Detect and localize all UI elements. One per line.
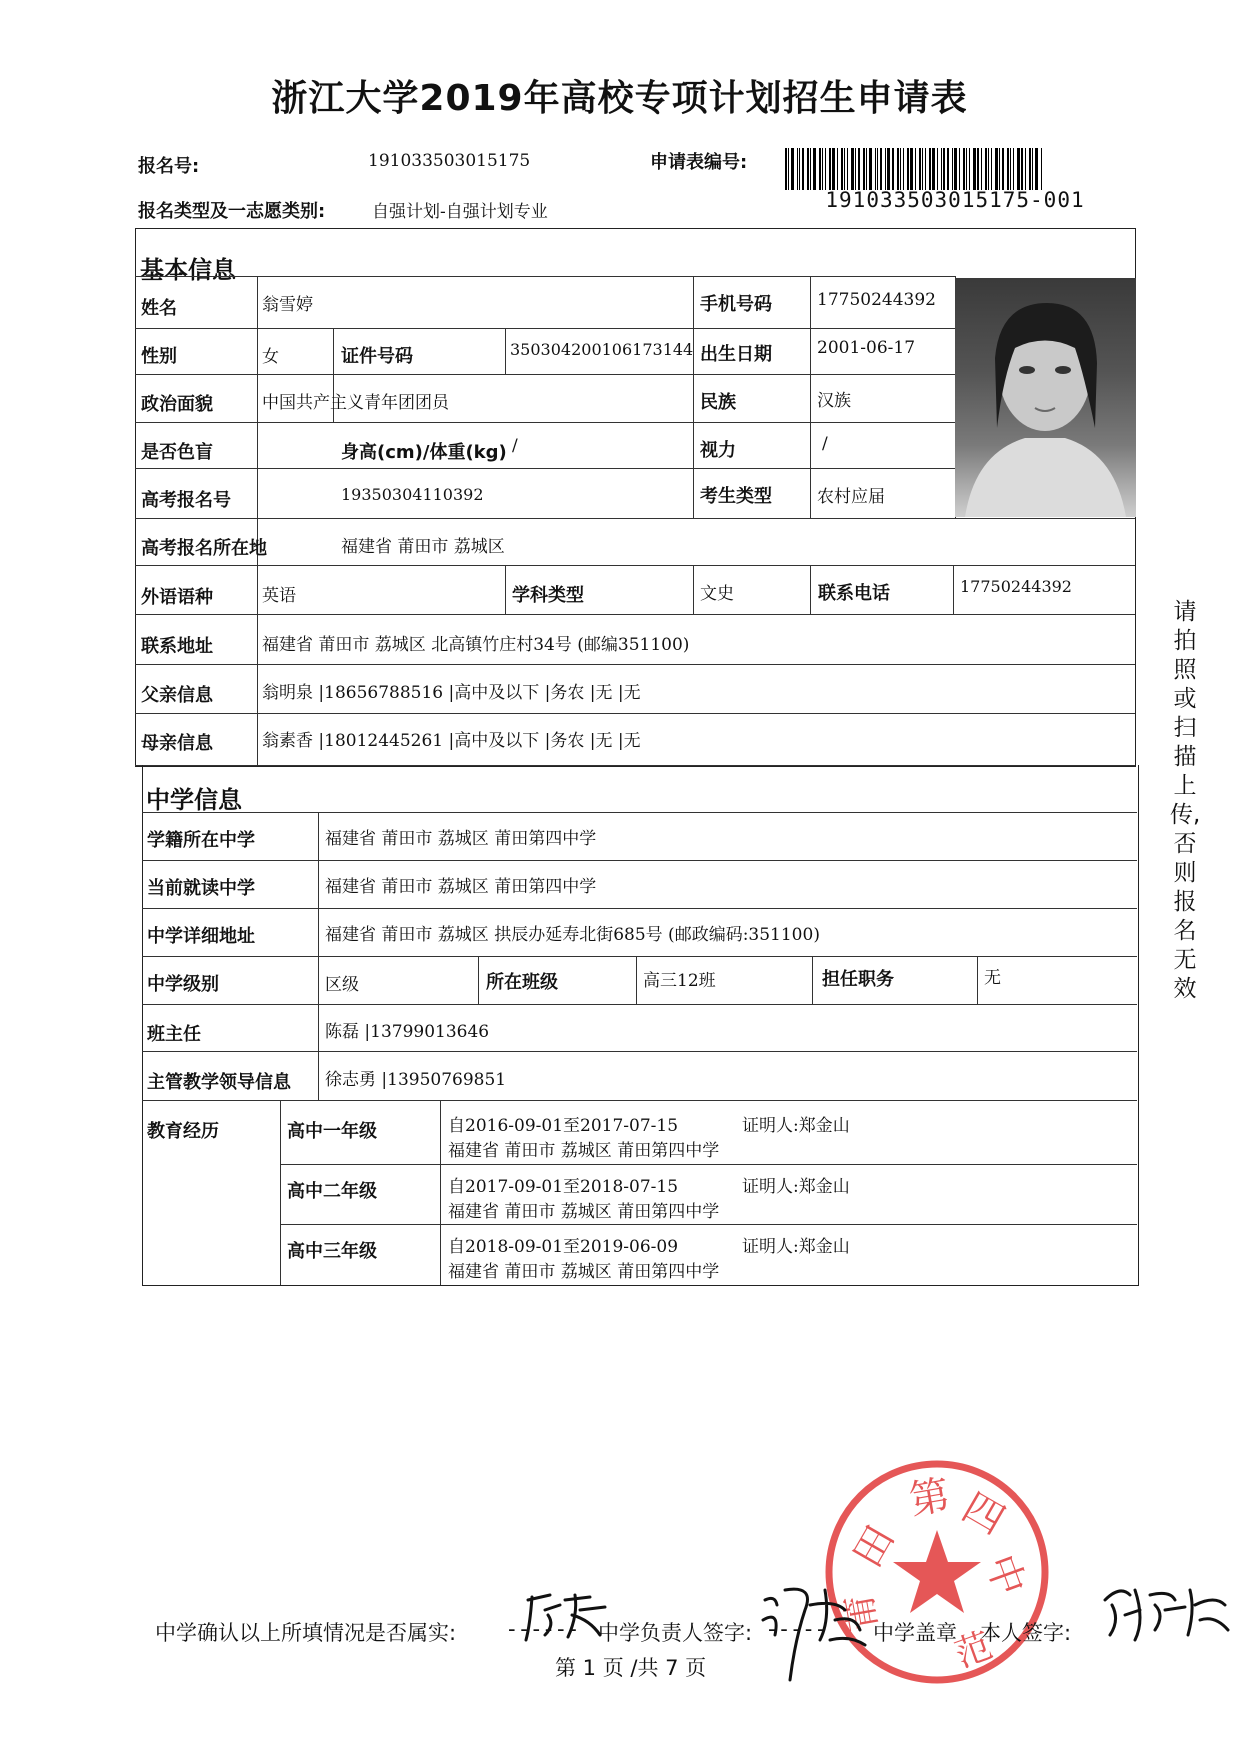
barcode-bar <box>819 148 821 190</box>
subject-value: 文史 <box>700 584 734 604</box>
stamp-label: 中学盖章 <box>873 1621 957 1645</box>
barcode-bar <box>999 148 1000 190</box>
barcode-bar <box>866 148 867 190</box>
barcode-bar <box>963 148 965 190</box>
head-teacher-label: 班主任 <box>147 1024 201 1045</box>
barcode-bar <box>807 148 809 190</box>
id-label: 证件号码 <box>341 346 413 367</box>
barcode-bar <box>797 148 798 190</box>
basic-info-heading: 基本信息 <box>140 256 236 284</box>
barcode-bar <box>903 148 904 190</box>
reg-no-value: 191033503015175 <box>368 151 531 171</box>
barcode-bar <box>880 148 882 190</box>
barcode-bar <box>900 148 901 190</box>
form-no-label: 申请表编号: <box>650 152 748 173</box>
barcode-bar <box>844 148 845 190</box>
gender-label: 性别 <box>141 346 177 367</box>
edu-period-1: 自2016-09-01至2017-07-15 <box>448 1116 679 1136</box>
barcode-bar <box>937 148 938 190</box>
colorblind-label: 是否色盲 <box>141 442 213 463</box>
barcode-bar <box>1025 148 1026 190</box>
barcode-bar <box>943 148 945 190</box>
page-indicator: 第 1 页 /共 7 页 <box>555 1656 707 1680</box>
barcode-bar <box>837 148 838 190</box>
barcode-bar <box>910 148 913 190</box>
barcode-bar <box>919 148 921 190</box>
barcode-bar <box>825 148 826 190</box>
barcode-bar <box>932 148 935 190</box>
confirm-signature <box>520 1585 610 1645</box>
edu-school-2: 福建省 莆田市 荔城区 莆田第四中学 <box>448 1202 720 1222</box>
svg-text:莆: 莆 <box>838 1591 886 1634</box>
class-label: 所在班级 <box>486 972 558 993</box>
barcode-bar <box>952 148 953 190</box>
barcode-bar <box>858 148 860 190</box>
birth-value: 2001-06-17 <box>817 338 916 358</box>
student-type-value: 农村应届 <box>817 487 885 507</box>
lang-label: 外语语种 <box>141 587 213 608</box>
barcode-bar <box>887 148 890 190</box>
class-value: 高三12班 <box>643 971 716 991</box>
height-weight-value: / <box>512 436 518 456</box>
applicant-signature <box>1100 1575 1235 1650</box>
barcode-bar <box>1029 148 1031 190</box>
barcode-bar <box>1021 148 1023 190</box>
address-value: 福建省 莆田市 荔城区 北高镇竹庄村34号 (邮编351100) <box>262 635 690 655</box>
phone-value: 17750244392 <box>817 290 936 310</box>
student-type-label: 考生类型 <box>700 486 772 507</box>
edu-witness-2: 证明人:郑金山 <box>742 1177 850 1197</box>
id-value: 350304200106173144 <box>510 340 694 359</box>
barcode-bar <box>863 148 865 190</box>
address-label: 联系地址 <box>141 636 213 657</box>
barcode-bar <box>875 148 876 190</box>
barcode-bar <box>791 148 794 190</box>
political-value: 中国共产主义青年团团员 <box>262 393 449 413</box>
gender-value: 女 <box>262 347 279 367</box>
applicant-photo <box>955 278 1136 517</box>
school-level-value: 区级 <box>325 975 359 995</box>
barcode-bar <box>988 148 989 190</box>
confirm-label: 中学确认以上所填情况是否属实: <box>155 1621 457 1645</box>
barcode <box>785 148 1135 190</box>
self-sign-label: 本人签字: <box>980 1621 1072 1645</box>
barcode-bar <box>929 148 931 190</box>
barcode-bar <box>847 148 848 190</box>
exam-no-label: 高考报名号 <box>141 490 231 511</box>
barcode-bar <box>966 148 967 190</box>
confirm-blank: - - - - - - <box>508 1617 576 1641</box>
duty-value: 无 <box>984 968 1001 988</box>
name-value: 翁雪婷 <box>262 295 313 315</box>
barcode-bar <box>897 148 899 190</box>
height-weight-label: 身高(cm)/体重(kg) <box>341 442 507 463</box>
contact-phone-label: 联系电话 <box>818 583 890 604</box>
svg-text:范: 范 <box>949 1625 998 1676</box>
barcode-bar <box>907 148 909 190</box>
principal-label: 中学负责人签字: <box>598 1621 753 1645</box>
cur-school-label: 当前就读中学 <box>147 878 255 899</box>
barcode-bar <box>959 148 960 190</box>
svg-text:田: 田 <box>844 1517 905 1576</box>
edu-period-2: 自2017-09-01至2018-07-15 <box>448 1177 679 1197</box>
edu-school-1: 福建省 莆田市 荔城区 莆田第四中学 <box>448 1141 720 1161</box>
duty-label: 担任职务 <box>822 969 894 990</box>
barcode-bar <box>1010 148 1011 190</box>
barcode-bar <box>829 148 831 190</box>
edu-grade-3: 高中三年级 <box>287 1241 377 1262</box>
barcode-bar <box>1002 148 1004 190</box>
reg-school-label: 学籍所在中学 <box>147 830 255 851</box>
barcode-bar <box>813 148 816 190</box>
exam-loc-value: 福建省 莆田市 荔城区 <box>341 537 505 557</box>
leader-label: 主管教学领导信息 <box>147 1072 291 1093</box>
barcode-bar <box>869 148 872 190</box>
svg-text:第: 第 <box>906 1472 954 1525</box>
political-label: 政治面貌 <box>141 394 213 415</box>
form-no-value: 191033503015175-001 <box>825 188 1085 212</box>
svg-text:四: 四 <box>954 1484 1013 1545</box>
ethnic-label: 民族 <box>700 392 736 413</box>
school-level-label: 中学级别 <box>147 974 219 995</box>
form-title: 浙江大学2019年高校专项计划招生申请表 <box>271 78 968 119</box>
principal-blank: - - - - - <box>768 1617 824 1641</box>
barcode-bar <box>877 148 878 190</box>
vision-value: / <box>822 434 828 454</box>
vision-label: 视力 <box>700 440 736 461</box>
edu-school-3: 福建省 莆田市 荔城区 莆田第四中学 <box>448 1262 720 1282</box>
barcode-bar <box>969 148 970 190</box>
barcode-bar <box>985 148 987 190</box>
father-value: 翁明泉 |18656788516 |高中及以下 |务农 |无 |无 <box>262 683 641 703</box>
barcode-bar <box>810 148 811 190</box>
barcode-bar <box>973 148 976 190</box>
barcode-bar <box>915 148 916 190</box>
barcode-bar <box>841 148 843 190</box>
barcode-bar <box>1041 148 1042 190</box>
svg-text:中: 中 <box>976 1548 1034 1603</box>
edu-grade-1: 高中一年级 <box>287 1121 377 1142</box>
subject-label: 学科类型 <box>512 585 584 606</box>
barcode-bar <box>822 148 823 190</box>
barcode-bar <box>855 148 856 190</box>
upload-note: 请拍照或扫描上传,否则报名无效 <box>1170 599 1201 1002</box>
birth-label: 出生日期 <box>700 344 772 365</box>
edu-label: 教育经历 <box>147 1121 219 1142</box>
head-teacher-value: 陈磊 |13799013646 <box>325 1022 490 1042</box>
name-label: 姓名 <box>141 298 177 319</box>
school-info-heading: 中学信息 <box>146 786 242 814</box>
barcode-bar <box>995 148 998 190</box>
barcode-bar <box>954 148 957 190</box>
barcode-bar <box>832 148 835 190</box>
category-value: 自强计划-自强计划专业 <box>372 202 548 222</box>
father-label: 父亲信息 <box>141 685 213 706</box>
barcode-bar <box>1032 148 1033 190</box>
exam-loc-label: 高考报名所在地 <box>141 538 267 559</box>
edu-period-3: 自2018-09-01至2019-06-09 <box>448 1237 679 1257</box>
barcode-bar <box>925 148 926 190</box>
barcode-bar <box>977 148 979 190</box>
contact-phone-value: 17750244392 <box>960 577 1072 596</box>
barcode-bar <box>885 148 886 190</box>
edu-witness-1: 证明人:郑金山 <box>742 1116 850 1136</box>
cur-school-value: 福建省 莆田市 荔城区 莆田第四中学 <box>325 877 597 897</box>
barcode-bar <box>1017 148 1020 190</box>
barcode-bar <box>947 148 949 190</box>
category-label: 报名类型及一志愿类别: <box>138 201 326 222</box>
school-addr-value: 福建省 莆田市 荔城区 拱辰办延寿北街685号 (邮政编码:351100) <box>325 925 820 945</box>
barcode-bar <box>785 148 787 190</box>
mother-label: 母亲信息 <box>141 733 213 754</box>
barcode-bar <box>981 148 982 190</box>
school-addr-label: 中学详细地址 <box>147 926 255 947</box>
barcode-bar <box>788 148 789 190</box>
barcode-bar <box>892 148 894 190</box>
barcode-bar <box>922 148 923 190</box>
reg-school-value: 福建省 莆田市 荔城区 莆田第四中学 <box>325 829 597 849</box>
principal-signature <box>755 1580 875 1690</box>
barcode-bar <box>991 148 992 190</box>
edu-grade-2: 高中二年级 <box>287 1181 377 1202</box>
barcode-bar <box>1035 148 1038 190</box>
barcode-bar <box>1013 148 1014 190</box>
lang-value: 英语 <box>262 586 296 606</box>
barcode-bar <box>1007 148 1009 190</box>
ethnic-value: 汉族 <box>817 391 851 411</box>
mother-value: 翁素香 |18012445261 |高中及以下 |务农 |无 |无 <box>262 731 641 751</box>
barcode-bar <box>851 148 854 190</box>
leader-value: 徐志勇 |13950769851 <box>325 1070 507 1090</box>
phone-label: 手机号码 <box>700 294 772 315</box>
edu-witness-3: 证明人:郑金山 <box>742 1237 850 1257</box>
barcode-bar <box>799 148 800 190</box>
barcode-bar <box>941 148 942 190</box>
exam-no-value: 19350304110392 <box>341 485 484 504</box>
reg-no-label: 报名号: <box>138 156 200 177</box>
barcode-bar <box>802 148 804 190</box>
